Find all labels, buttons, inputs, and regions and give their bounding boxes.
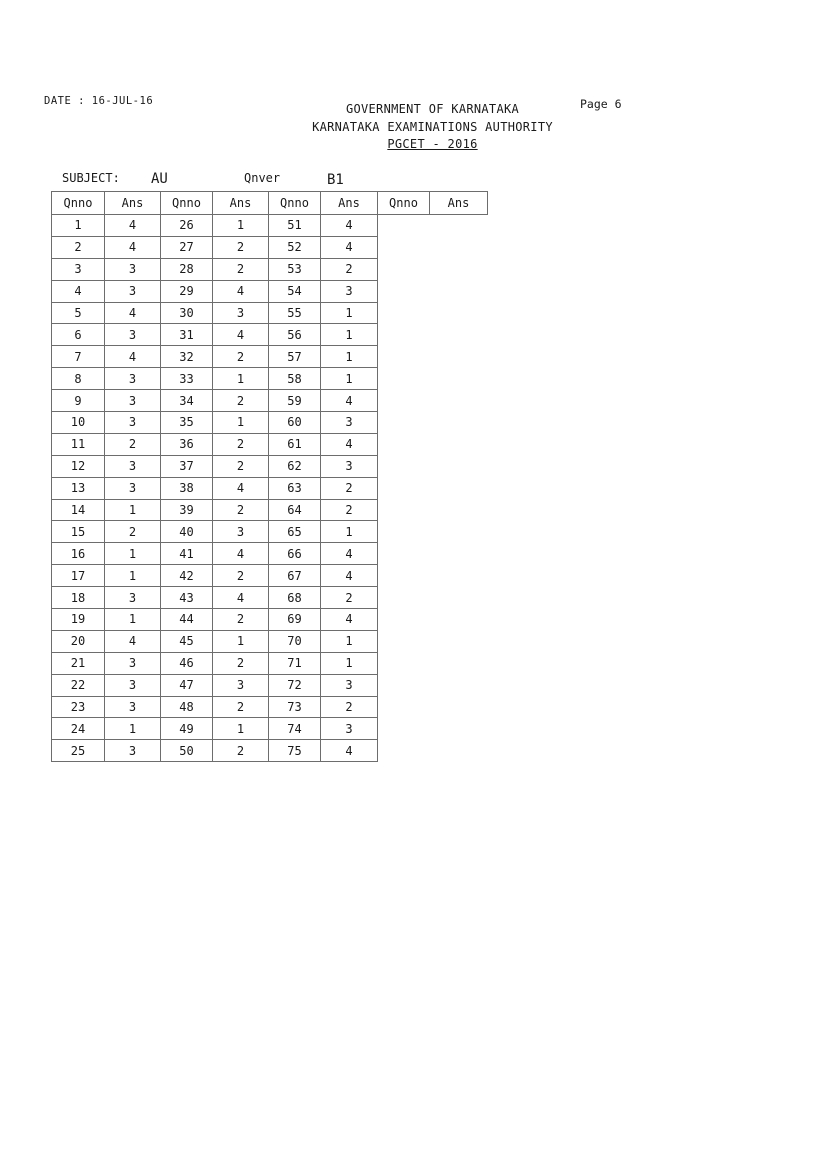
question-number-cell: 64 <box>269 499 321 521</box>
answer-cell: 4 <box>321 565 378 587</box>
question-number-cell: 11 <box>52 433 105 455</box>
column-header: Qnno <box>52 192 105 215</box>
answer-cell: 2 <box>213 346 269 368</box>
table-row <box>52 521 488 543</box>
answer-cell: 1 <box>213 368 269 390</box>
empty-cell <box>378 215 430 237</box>
question-number-cell: 19 <box>52 609 105 631</box>
empty-cell <box>430 215 488 237</box>
answer-cell: 1 <box>321 346 378 368</box>
empty-cell <box>378 433 430 455</box>
answer-cell: 1 <box>213 718 269 740</box>
empty-cell <box>430 368 488 390</box>
answer-cell: 3 <box>105 368 161 390</box>
empty-cell <box>378 718 430 740</box>
answer-cell: 3 <box>213 302 269 324</box>
answer-cell: 3 <box>321 280 378 302</box>
question-number-cell: 59 <box>269 390 321 412</box>
table-row <box>52 215 488 237</box>
question-number-cell: 32 <box>161 346 213 368</box>
answer-cell: 4 <box>105 346 161 368</box>
answer-cell: 4 <box>321 543 378 565</box>
table-row <box>52 630 488 652</box>
empty-cell <box>378 390 430 412</box>
question-number-cell: 66 <box>269 543 321 565</box>
question-number-cell: 67 <box>269 565 321 587</box>
answer-cell: 2 <box>213 236 269 258</box>
question-number-cell: 36 <box>161 433 213 455</box>
answer-cell: 4 <box>213 477 269 499</box>
empty-cell <box>430 674 488 696</box>
answer-cell: 2 <box>321 477 378 499</box>
question-number-cell: 70 <box>269 630 321 652</box>
question-number-cell: 5 <box>52 302 105 324</box>
answer-cell: 4 <box>213 280 269 302</box>
empty-cell <box>430 477 488 499</box>
table-row <box>52 587 488 609</box>
table-row <box>52 433 488 455</box>
table-row <box>52 696 488 718</box>
answer-cell: 2 <box>321 499 378 521</box>
answer-cell: 3 <box>105 740 161 762</box>
empty-cell <box>430 543 488 565</box>
empty-cell <box>430 521 488 543</box>
empty-cell <box>378 740 430 762</box>
question-number-cell: 27 <box>161 236 213 258</box>
question-number-cell: 51 <box>269 215 321 237</box>
empty-cell <box>378 477 430 499</box>
empty-cell <box>430 740 488 762</box>
empty-cell <box>430 390 488 412</box>
question-number-cell: 69 <box>269 609 321 631</box>
answer-cell: 3 <box>105 652 161 674</box>
table-row <box>52 412 488 434</box>
question-number-cell: 3 <box>52 258 105 280</box>
table-row <box>52 390 488 412</box>
answer-cell: 3 <box>105 455 161 477</box>
question-number-cell: 62 <box>269 455 321 477</box>
answer-cell: 2 <box>321 587 378 609</box>
answer-cell: 1 <box>321 302 378 324</box>
table-row <box>52 280 488 302</box>
empty-cell <box>378 280 430 302</box>
question-number-cell: 63 <box>269 477 321 499</box>
empty-cell <box>430 236 488 258</box>
question-number-cell: 22 <box>52 674 105 696</box>
question-number-cell: 17 <box>52 565 105 587</box>
answer-cell: 3 <box>321 674 378 696</box>
answer-cell: 4 <box>105 630 161 652</box>
question-number-cell: 26 <box>161 215 213 237</box>
empty-cell <box>378 412 430 434</box>
question-number-cell: 29 <box>161 280 213 302</box>
table-row <box>52 740 488 762</box>
empty-cell <box>378 696 430 718</box>
answer-cell: 3 <box>105 477 161 499</box>
empty-cell <box>430 302 488 324</box>
header-exam-title: PGCET - 2016 <box>387 137 478 151</box>
answer-cell: 3 <box>105 674 161 696</box>
empty-cell <box>430 609 488 631</box>
empty-cell <box>430 630 488 652</box>
empty-cell <box>378 346 430 368</box>
question-number-cell: 49 <box>161 718 213 740</box>
table-header-row <box>52 192 488 215</box>
answer-cell: 2 <box>321 696 378 718</box>
question-number-cell: 16 <box>52 543 105 565</box>
question-number-cell: 42 <box>161 565 213 587</box>
table-row <box>52 258 488 280</box>
question-number-cell: 72 <box>269 674 321 696</box>
question-number-cell: 41 <box>161 543 213 565</box>
question-number-cell: 7 <box>52 346 105 368</box>
answer-cell: 1 <box>321 324 378 346</box>
question-number-cell: 57 <box>269 346 321 368</box>
answer-cell: 2 <box>321 258 378 280</box>
answer-cell: 2 <box>213 390 269 412</box>
table-row <box>52 236 488 258</box>
answer-cell: 3 <box>321 455 378 477</box>
empty-cell <box>430 696 488 718</box>
empty-cell <box>430 258 488 280</box>
answer-cell: 1 <box>105 718 161 740</box>
question-number-cell: 47 <box>161 674 213 696</box>
empty-cell <box>378 499 430 521</box>
table-row <box>52 368 488 390</box>
answer-cell: 4 <box>105 236 161 258</box>
question-number-cell: 74 <box>269 718 321 740</box>
header-government: GOVERNMENT OF KARNATAKA <box>345 102 520 116</box>
question-number-cell: 73 <box>269 696 321 718</box>
answer-cell: 4 <box>321 740 378 762</box>
table-row <box>52 674 488 696</box>
question-number-cell: 18 <box>52 587 105 609</box>
answer-cell: 3 <box>105 412 161 434</box>
question-number-cell: 37 <box>161 455 213 477</box>
empty-cell <box>430 412 488 434</box>
answer-cell: 3 <box>213 674 269 696</box>
column-header: Qnno <box>378 192 430 215</box>
question-number-cell: 48 <box>161 696 213 718</box>
empty-cell <box>378 324 430 346</box>
answer-cell: 1 <box>213 630 269 652</box>
empty-cell <box>378 565 430 587</box>
question-number-cell: 71 <box>269 652 321 674</box>
answer-cell: 2 <box>213 455 269 477</box>
question-number-cell: 33 <box>161 368 213 390</box>
answer-cell: 3 <box>321 412 378 434</box>
table-row <box>52 565 488 587</box>
question-number-cell: 44 <box>161 609 213 631</box>
empty-cell <box>378 630 430 652</box>
empty-cell <box>430 280 488 302</box>
print-date: DATE : 16-JUL-16 <box>44 95 154 107</box>
answer-cell: 4 <box>105 302 161 324</box>
empty-cell <box>430 499 488 521</box>
question-number-cell: 8 <box>52 368 105 390</box>
answer-cell: 1 <box>105 565 161 587</box>
qnver-label: Qnver <box>244 171 281 185</box>
empty-cell <box>378 455 430 477</box>
question-number-cell: 56 <box>269 324 321 346</box>
empty-cell <box>430 455 488 477</box>
question-number-cell: 39 <box>161 499 213 521</box>
question-number-cell: 25 <box>52 740 105 762</box>
answer-cell: 3 <box>213 521 269 543</box>
column-header: Ans <box>321 192 378 215</box>
question-number-cell: 52 <box>269 236 321 258</box>
answer-cell: 1 <box>105 609 161 631</box>
question-number-cell: 34 <box>161 390 213 412</box>
page-number: Page 6 <box>580 97 622 111</box>
question-number-cell: 24 <box>52 718 105 740</box>
column-header: Ans <box>213 192 269 215</box>
subject-label: SUBJECT: <box>62 171 120 185</box>
question-number-cell: 55 <box>269 302 321 324</box>
answer-cell: 3 <box>105 280 161 302</box>
question-number-cell: 4 <box>52 280 105 302</box>
answer-cell: 2 <box>213 433 269 455</box>
column-header: Ans <box>105 192 161 215</box>
answer-cell: 1 <box>321 652 378 674</box>
table-row <box>52 324 488 346</box>
question-number-cell: 50 <box>161 740 213 762</box>
table-row <box>52 346 488 368</box>
answer-cell: 4 <box>321 609 378 631</box>
table-row <box>52 302 488 324</box>
answer-cell: 2 <box>213 609 269 631</box>
question-number-cell: 9 <box>52 390 105 412</box>
question-number-cell: 65 <box>269 521 321 543</box>
answer-cell: 4 <box>321 215 378 237</box>
header-authority: KARNATAKA EXAMINATIONS AUTHORITY <box>312 120 553 134</box>
question-number-cell: 6 <box>52 324 105 346</box>
answer-cell: 1 <box>213 412 269 434</box>
answer-key-table <box>51 191 488 762</box>
table-row <box>52 499 488 521</box>
question-number-cell: 38 <box>161 477 213 499</box>
question-number-cell: 61 <box>269 433 321 455</box>
table-row <box>52 609 488 631</box>
answer-cell: 2 <box>213 740 269 762</box>
answer-cell: 4 <box>321 236 378 258</box>
answer-cell: 1 <box>321 368 378 390</box>
column-header: Qnno <box>161 192 213 215</box>
empty-cell <box>378 236 430 258</box>
answer-cell: 2 <box>213 565 269 587</box>
answer-cell: 2 <box>105 521 161 543</box>
column-header: Ans <box>430 192 488 215</box>
empty-cell <box>430 718 488 740</box>
answer-cell: 3 <box>105 696 161 718</box>
empty-cell <box>378 674 430 696</box>
table-row <box>52 477 488 499</box>
question-number-cell: 31 <box>161 324 213 346</box>
table-row <box>52 652 488 674</box>
question-number-cell: 30 <box>161 302 213 324</box>
answer-cell: 3 <box>321 718 378 740</box>
answer-cell: 4 <box>321 390 378 412</box>
empty-cell <box>378 652 430 674</box>
column-header: Qnno <box>269 192 321 215</box>
question-number-cell: 20 <box>52 630 105 652</box>
question-number-cell: 46 <box>161 652 213 674</box>
question-number-cell: 68 <box>269 587 321 609</box>
answer-cell: 4 <box>213 543 269 565</box>
answer-cell: 3 <box>105 390 161 412</box>
question-number-cell: 1 <box>52 215 105 237</box>
qnver-value: B1 <box>327 172 344 188</box>
question-number-cell: 14 <box>52 499 105 521</box>
empty-cell <box>430 652 488 674</box>
empty-cell <box>378 587 430 609</box>
empty-cell <box>378 609 430 631</box>
answer-cell: 3 <box>105 258 161 280</box>
answer-cell: 4 <box>213 587 269 609</box>
answer-cell: 4 <box>321 433 378 455</box>
answer-cell: 3 <box>105 587 161 609</box>
question-number-cell: 12 <box>52 455 105 477</box>
question-number-cell: 40 <box>161 521 213 543</box>
table-row <box>52 455 488 477</box>
question-number-cell: 15 <box>52 521 105 543</box>
answer-cell: 4 <box>105 215 161 237</box>
answer-cell: 2 <box>213 696 269 718</box>
subject-value: AU <box>151 171 168 187</box>
empty-cell <box>430 433 488 455</box>
answer-cell: 1 <box>213 215 269 237</box>
empty-cell <box>430 324 488 346</box>
question-number-cell: 35 <box>161 412 213 434</box>
empty-cell <box>378 521 430 543</box>
question-number-cell: 10 <box>52 412 105 434</box>
question-number-cell: 53 <box>269 258 321 280</box>
question-number-cell: 21 <box>52 652 105 674</box>
empty-cell <box>378 302 430 324</box>
answer-cell: 1 <box>321 521 378 543</box>
question-number-cell: 2 <box>52 236 105 258</box>
empty-cell <box>378 368 430 390</box>
table-row <box>52 543 488 565</box>
answer-cell: 1 <box>105 543 161 565</box>
empty-cell <box>378 258 430 280</box>
empty-cell <box>430 565 488 587</box>
answer-cell: 3 <box>105 324 161 346</box>
question-number-cell: 13 <box>52 477 105 499</box>
question-number-cell: 45 <box>161 630 213 652</box>
answer-cell: 2 <box>213 258 269 280</box>
answer-cell: 2 <box>213 499 269 521</box>
empty-cell <box>430 587 488 609</box>
question-number-cell: 54 <box>269 280 321 302</box>
question-number-cell: 60 <box>269 412 321 434</box>
answer-cell: 2 <box>213 652 269 674</box>
question-number-cell: 23 <box>52 696 105 718</box>
answer-cell: 4 <box>213 324 269 346</box>
question-number-cell: 58 <box>269 368 321 390</box>
question-number-cell: 75 <box>269 740 321 762</box>
answer-cell: 2 <box>105 433 161 455</box>
table-row <box>52 718 488 740</box>
empty-cell <box>378 543 430 565</box>
answer-cell: 1 <box>321 630 378 652</box>
empty-cell <box>430 346 488 368</box>
question-number-cell: 28 <box>161 258 213 280</box>
answer-cell: 1 <box>105 499 161 521</box>
question-number-cell: 43 <box>161 587 213 609</box>
